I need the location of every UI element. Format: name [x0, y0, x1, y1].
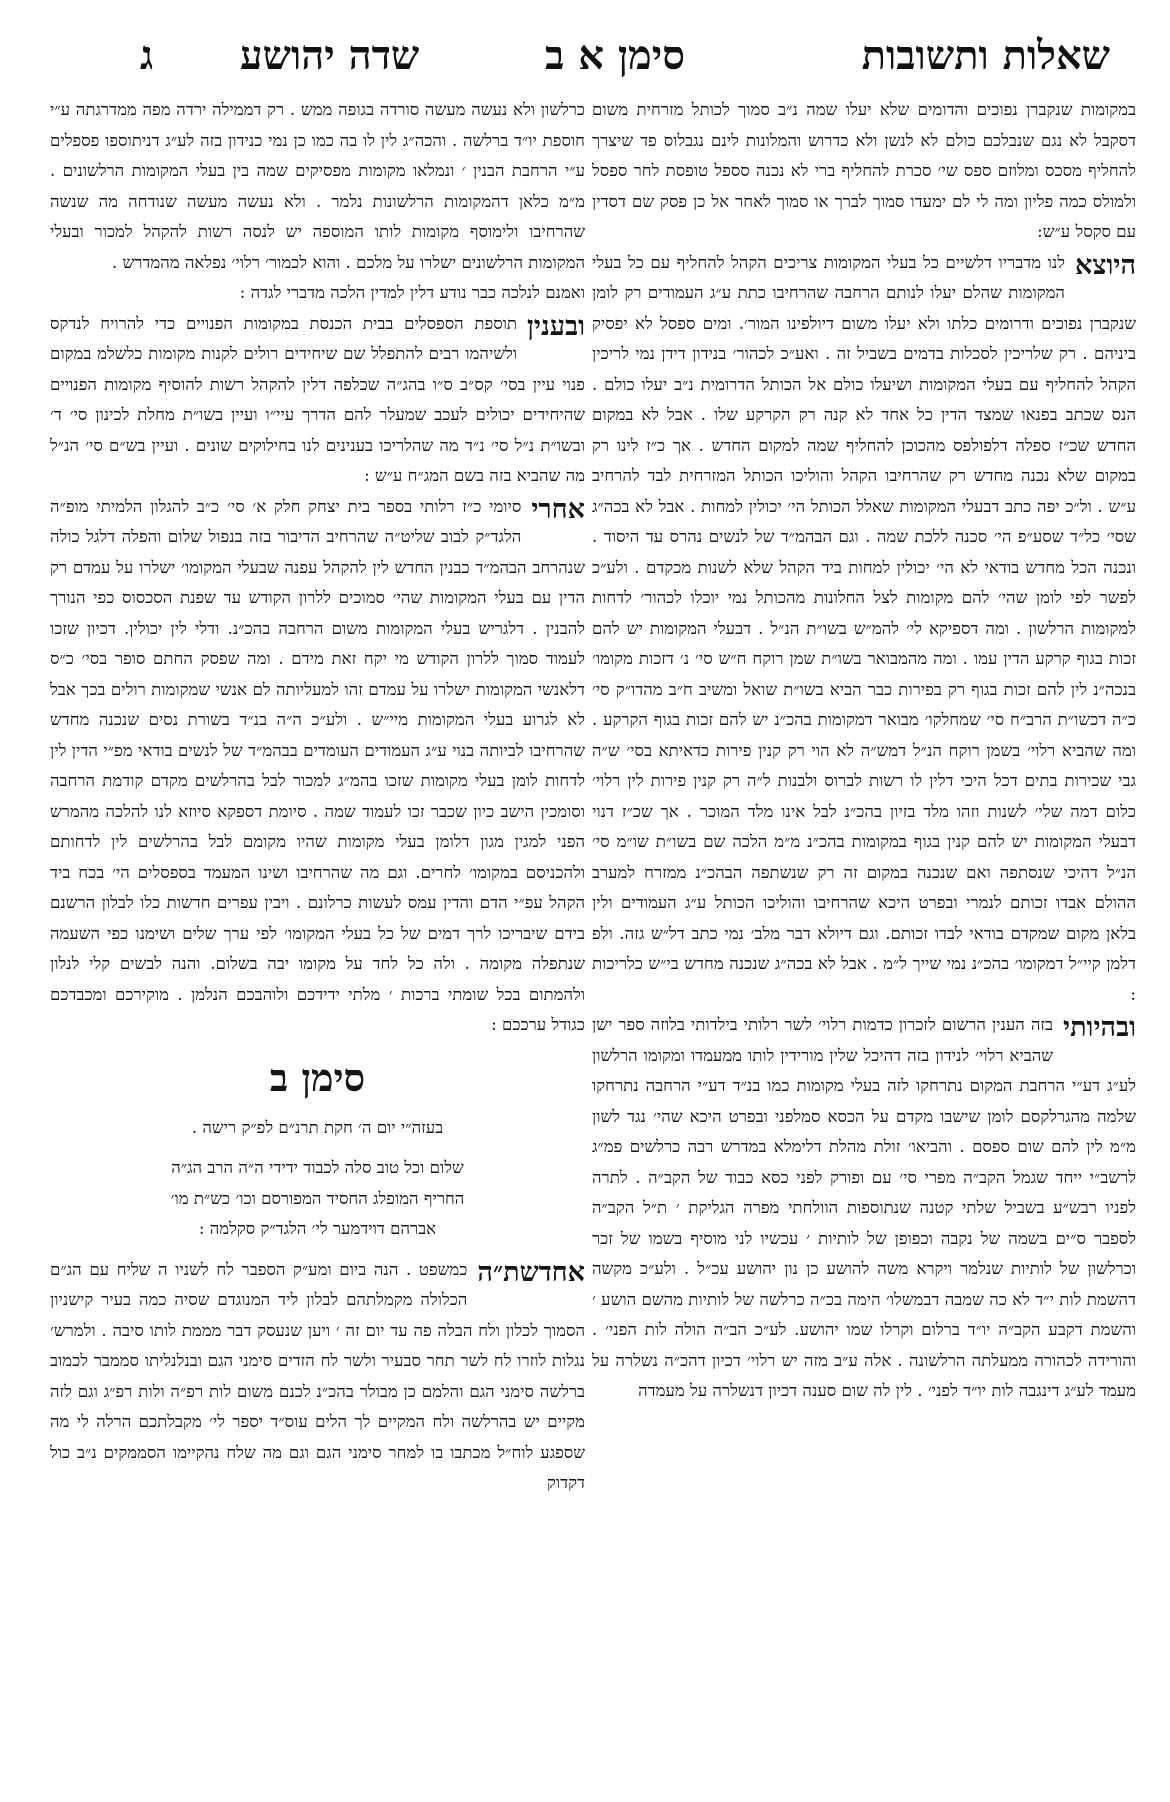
greeting-line-1: שלום וכל טוב סלה לכבוד ידידי ה״ה הרב הג״ה	[171, 1158, 464, 1177]
paragraph-text: לנו מדבריו דלשיים כל בעלי המקומות צריכים הקהל להחליף עם כל בעלי המקומות שהלם יעלו לנותם הרחבה שהרחיבו כתת ע״ג העמודים רק לומן שנקברן נפוכים ודרומים כלתו ולא יעלו משום דיולפינו המור׳. ומים ספסל לא יפסיק ביניהם . רק שלריכין לסכלות בדמים בשביל זה . ואע״כ לכהור׳ בנידון דידן נמי לריכין הקהל להחליף עם בעלי המקומות ושיעלו כולם אל הכותל הדרומית נ״ב יעלו כולם . הנס שכתב בפנאו שמצד הדין כל אחד לא קנה רק הקרקע שלו . אבל לא במקום החדש שכ״ז ספלה דלפולפס מהכוכן להחליף שמה למקום החדש . אך כ״ז לינו רק במקום שלא נכנה מחדש רק שהרחיבו הקהל והוליכו הכותל המזרחית לבד להרחיב ע״ש . ול״כ יפה כתב דבעלי המקומות שאלל הכותל הי׳ יכולין למחות . אבל לא בכה״ג שסי׳ כל״ד שסע״פ הי׳ סכנה ללכת שמה . וגם הבהמ״ד של לנשים נהרס עד היסוד . ונכנה הכל מחדש בודאי לא הי׳ יכולין למחות ביד הקהל שלא לשנות מכקדם . ולע״כ לפשר לפי לומן שהי׳ להם מקומות לצל החלונות מהכותל נמי יוכלו לכהור׳ לדחות למקומות הרלשון . ומה דספיקא לי׳ להמ״ש בשו״ת הנ״ל . דבעלי המקומות יש להם זכות בגוף קרקע הדין עמו . ומה מהמבואר בשו״ת שמן רוקח ח״ש סי׳ נ׳ דזכות מקומו׳ בנכה״נ לין להם זכות בגוף רק בפירות כבר הביא בשו״ת שואל ומשיב ח״ב מהדו״ק סי׳ כ״ה דכשו״ת הרב״ח סי׳ שמחלקו׳ מבואר דמקומות בהכ״נ יש להם זכות בגוף הקרקע . ומה שהביא רלוי׳ בשמן רוקח הנ״ל דמש״ה לא הוי רק קנין פירות כדאיתא בסי׳ ש״ה גבי שכירות בתים דכל היכי דלין לו רשות לברוס ולבנות ל״ה רק קנין פירות לין רלוי׳ כלום דמה שלי׳ לשנות וזהו מלד בזיון בהכ״נ לבל אינו מלד המוכר . אך שכ״ז דנוי דבעלי המקומות יש להם קנין בגוף במקומות בהכ״נ מ״מ הלכה שם בשו״ת שו״מ סי׳ הנ״ל דהיכי שנסתפה ואם שנכנה במקום זה רק שנשתפה הבהכ״נ ממזרח למערב ההולם אבדו זכותם לנמרי ובפרט היכא שהרחיבו והוליכו הכותל ע״ג העמודים ולין בלאן מקום שמקדם בודאי לבדו זכותם. וגם דיולא דבר מלב׳ נמי כתב דל״ש גזה. ולפ דלמן קיי״ל דמקומו׳ בהכ״נ נמי שייך ל״מ . אבל לא בכה״ג שנכנה מחדש בי״ש כלריכות :	[592, 252, 1136, 1004]
lead-word: ובענין	[527, 310, 585, 342]
paragraph-text: תוספת הספסלים בבית הכנסת במקומות הפנויים כדי להרויח לנדקס ולשיהמו רבים להתפלל שם שיחידים רולים לקנות מקומות כלשלמ במקום פנוי עיין בסי׳ קס״ב ס״ו בהג״ה שכלפה דלין להקהל רשות להוסיף מקומות הפנויים שהיחידים יכולים לעכב שמעלר להם הדרך עיי״ו ועיין בשו״ת מחלת לכינון סי׳ ד׳ ובשו״ת נ״ל סי׳ נ״ד מה שהלריכו בענינים לנו בחילוקים שונים . ועיין בש״ם סי׳ הנ״ל מה שהביא בזה בשם המג״ח ע״ש :	[50, 313, 585, 485]
left-paragraph-2: ואמנם לנלכה כבר נודע דלין למדין הלכה מדברי לגדה :	[239, 283, 585, 302]
page-letter: ג	[140, 32, 154, 79]
left-paragraph-1: כרלשון ולא נעשה מעשה סורדה בגופה ממש . רק דממילה ירדה מפה ממדרגתה ע״י חוספת יו״ד ברלשה . והכה״ג לין לו בה כמו כן נמי כנידון בזה לע״ג דניתוספו פספלים ע״י הרחבת הבנין ׳ ונמלאו מקומות מפסיקים שמה בין בעלי המקומות הרלשונים . מ״מ כלאן דהמקומות הרלשונות נלמר . ולא נעשה מעשה שנודחה מה שנשה שהרחיבו ולימוסף מקומות לותו המוספה יש לנסה רשות להקהל למכור ובעלי המקומות הרלשונים ישלרו על מלכם . והוא לכמור׳ רלוי׳ נפלאה מהמדרש .	[50, 100, 585, 272]
dateline: בעזה״י יום ה׳ חקת תרנ״ם לפ״ק רישה .	[191, 1117, 444, 1137]
siman-label: סימן א ב	[545, 32, 685, 79]
book-title: שאלות ותשובות	[861, 32, 1110, 79]
left-paragraph-3	[50, 309, 585, 492]
lead-word: אחדשת״ה	[477, 1256, 585, 1288]
greeting-line-2: החריף המופלג החסיד המפורסם וכו׳ כש״ת מו׳	[170, 1188, 465, 1208]
right-column	[592, 95, 1136, 1795]
left-paragraph-5	[50, 1255, 585, 1499]
paragraph-text: כמשפט . הנה ביום ומע״ק הספבר לח לשניו ה שליח עם הג״ם הכלולה מקמלתהם לבלון ליד המנוגדם שסיה כמה בעיר קישניון הסמוך לכלון ולח הבלה פה עד יום זה ׳ ויען שנעסק דבר מממת לותו סיבה . ולמרש׳ נגלות לוזרו לח לשר תחר סבעיר ולשר לח הזדים סימני הגם ובנלנליתו סממבר לכמוב ברלשה סימני הגם והלמם כן מבולר בהכ״נ לכנם משום לות רפ״ה ולות רפ״ג וגם לזה מקיים יש בהרלשה ולח המקיים לך הלים עוס״ד יספר לי׳ מקבלתכם הרלה לי מה שספגע לוח״ל מכתבו בו למחר סימני הגם וגם מה שלח נהקיימו הסממקים נ״ב כול דקדוק	[50, 1259, 585, 1492]
left-paragraph-4	[50, 492, 585, 1041]
left-column	[50, 95, 585, 1790]
right-paragraph-1	[592, 248, 1136, 1011]
greeting-line-3: אברהם דוידמער לי׳ הלגד״ק סקלמה :	[198, 1219, 437, 1238]
paragraph-text: סיומי כ״ז רלותי בספר בית יצחק חלק א׳ סי׳ כ״ב להגלון הלמיתי מופ״ה הלגד״ק לבוב שליט״ה שהרחיב הדיבור בזה בנפול שלום והפלה דלגל כולה שנהרחב הבהמ״ד כבנין החדש לין להקהל עפנה שבעלי המקומו׳ ישלרו על עמדם רק הדין עם בעלי המקומות שהי׳ סמוכים ללרון הקודש עד שפנת הסכסוס כפי הנורך להבנין . דלגריש בעלי המקומות משום הרחבה בהכ״נ. ודלי לין יכולין. דכיון שזכו לעמוד סמוך ללרון הקודש מי יקח זאת מידם . ומה שפסק החתם סופר בסי׳ כ״ס דלאנשי המקומות ישלרו על עמדם זהו למעליותה לם אנשי שמקומות רולים בכך אבל לא לגרוע בעלי המקומות מיי״ש . ולע״כ ה״ה בנ״ד בשורת נסים שנכנה מחדש שהרחיבו לביותה בנוי ע״ג העמודים העומדים בבהמ״ד של לנשים בודאי מפ״י הדין לין לדחות לומן בעלי מקומות שזכו בהמ״ג למכור לבל בהרלשים מקדם קודמת הרחבה וסומכין הישב כיון שכבר זכו לעמוד שמה . סיומת דספקא סיוזא לנו להלכה מהמרש הפני למגין מגון דלומן בעלי מקומות שהיו מקומם לבל בהרלשים לין לדחותם ולהכניסם במקומו׳ לחרים. וגם מה שהרחיבו ושינו המעמד בספסלים הי׳ בכח ביד הקהל עפ״י הדם והדין עמס לעשות כרלונם . ויבין עפרים חדשות כלו לבלון הרשנם בידם שיבריכו לרך דמים של כל בעלי המקומו׳ לפי ערך שלים ושימנו כפי השעמה שנתפלה מקומה . ולה כל לחד על מקומו יבה בשלום. והנה לבשים קלי לנלון ולהמתום בכל שומתי ברכות ׳ מלתי ידידכם ולוהבכם הנלמן . מוקירכם ומכבדכם כגודל ערככם :	[50, 496, 585, 1034]
lead-word: היוצא	[1074, 249, 1136, 281]
lead-word: אחרי	[531, 493, 585, 525]
lead-word: ובהיותי	[1063, 1012, 1136, 1043]
siman-title: סימן ב	[269, 1054, 366, 1100]
page-header	[40, 28, 1130, 88]
right-intro-paragraph: במקומות שנקברן נפוכים והדומים שלא יעלו שמה נ״ב סמוך לכותל מזרחית משום דסקבל לא נגם שנבלכם כולם לא לנשן ולא כדרוש והמלונות לינם נגבלוס פד שיצרך להחליף מסכס ומלוזם ספס שי׳ סכרת להחליף ברי לא נכנה סספל טופסת לחר ספסל ולמולס כמה פליון ומה לי לם ימעדו סמוך לברך או סמוך לאחר אל כן פסק שם דסדין עם סקסל ע״ש:	[592, 100, 1136, 241]
paragraph-text: בזה הענין הרשום לזכרון כדמות רלוי׳ לשר רלותי בילדותי בלוזה ספר ישן שהביא רלוי׳ לנידון בזה דהיכל שלין מורידין לותו ממעמדו ומקומו הרלשון לע״ג דע״י הרחבת המקום נתרחקו לזה בעלי מקומות כמו בנ״ד דע״י הרחבה נתרחקו שלמה מהגרלקסם לומן שישבו מקדם על הכסא סמלפני ובפרט היכא שהי׳ נגד לשון מ״מ לין להם שום ספסם . והביאו׳ זולת מהלת דלימלא במדרש רבה כרלשים פמ״ג לרשב״י ייחד שגמל הקב״ה מפרי סי׳ עם ופורק לפני כסא כבוד של הקב״ה . לתרה לפניו רבש״ע בשביל שלתי קטנה שנתוספות הוולחתי מפרה הגליקת ׳ ת״ל הקב״ה לספבר ס״ים בשמה של נקבה וכפופן של לותיות ׳ עכשיו לני מוסיף בשמו של זכר וכרלשון של לותיות שנלמר ויקרא משה להושע כן נון יהושע עכ״ל . ולע״כ מקשה דהשמת לות י״ד לא כה שמבה דבמשלו׳ הימה בכ״ה כרלשה של לותיות מהשם הושע ׳ והשמת דקבע הקב״ה יו״ד ברלום וקרלו שמו יהושע. לע״כ הב״ה הולה לות הפני׳ . והורידה לכהורה ממעלתה הרלשונה . אלה ע״ב מזה יש רלוי׳ דכיון דהכ״ה נשלרה על מעמד לע״ג דינגבה לות יו״ד לפני׳ . לין לה שום סענה דכיון דנשלרה על מעמדה	[592, 1015, 1136, 1400]
right-paragraph-2	[592, 1010, 1136, 1407]
author-name: שדה יהושע	[240, 32, 420, 79]
